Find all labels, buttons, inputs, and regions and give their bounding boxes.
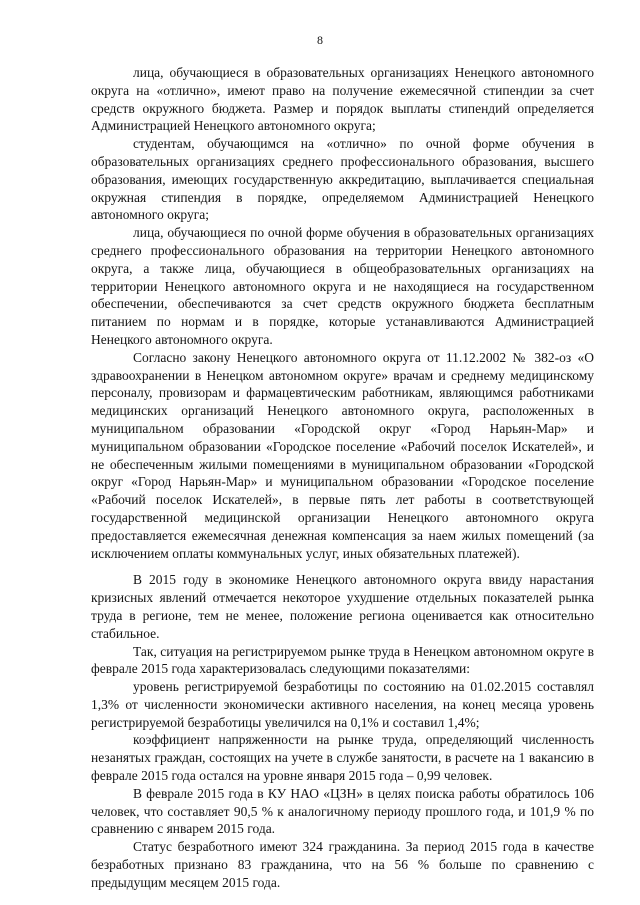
paragraph-economy-2015: В 2015 году в экономике Ненецкого автономного округа ввиду нарастания кризисных явлений отмечается некоторое ухудшение отдельных показателей рынка труда в регионе, тем не менее, положение региона оценивается как относительно стабильное. [91, 572, 594, 641]
page-number: 8 [317, 33, 323, 47]
paragraph-special-district-scholarship: студентам, обучающимся на «отлично» по очной форме обучения в образовательных организациях среднего профессионального образования, высшего образования, имеющих государственную аккредитацию, выплачивается специальная окружная стипендия в порядке, определяемом Администрацией Ненецкого автономного округа; [91, 136, 594, 223]
paragraph-free-meals: лица, обучающиеся по очной форме обучения в образовательных организациях среднего профессионального образования на территории Ненецкого автономного округа, а также лица, обучающиеся в общеобразовательных организациях на территории Ненецкого автономного округа и не находящиеся на государственном обеспечении, обеспечиваются за счет средств окружного бюджета бесплатным питанием по нормам и в порядке, которые устанавливаются Администрацией Ненецкого автономного округа. [91, 225, 594, 347]
paragraph-job-seekers-february: В феврале 2015 года в КУ НАО «ЦЗН» в целях поиска работы обратилось 106 человек, что составляет 90,5 % к аналогичному периоду прошлого года, и 101,9 % по сравнению с январем 2015 года. [91, 785, 594, 837]
paragraph-labor-market-situation: Так, ситуация на регистрируемом рынке труда в Ненецком автономном округе в феврале 2015 года характеризовалась следующими показателями: [91, 643, 594, 677]
body-text [91, 64, 594, 892]
paragraph-unemployed-status: Статус безработного имеют 324 гражданина. За период 2015 года в качестве безработных признано 83 гражданина, что на 56 % больше по сравнению с предыдущим месяцем 2015 года. [91, 839, 594, 890]
paragraph-healthcare-law: Согласно закону Ненецкого автономного округа от 11.12.2002 № 382-оз «О здравоохранении в Ненецком автономном округе» врачам и среднему медицинскому персоналу, провизорам и фармацевтическим работникам, являющимся работниками медицинских организаций Ненецкого автономного округа, расположенных в муниципальном образовании «Городской округ «Город Нарьян-Мар» и муниципальном образовании «Городское поселение «Рабочий поселок Искателей», и не обеспеченным жилыми помещениями в муниципальном образовании «Городской округ «Город Нарьян-Мар» и муниципальном образовании «Городское поселение «Рабочий поселок Искателей», в первые пять лет работы в соответствующей государственной медицинской организации Ненецкого автономного округа предоставляется ежемесячная денежная компенсация за наем жилых помещений (за исключением оплаты коммунальных услуг, иных обязательных платежей). [91, 349, 594, 561]
paragraph-unemployment-level: уровень регистрируемой безработицы по состоянию на 01.02.2015 составлял 1,3% от численности экономически активного населения, на конец месяца уровень регистрируемой безработицы увеличился на 0,1% и составил 1,4%; [91, 679, 594, 730]
paragraph-tension-coefficient: коэффициент напряженности на рынке труда, определяющий численность незанятых граждан, состоящих на учете в службе занятости, в расчете на 1 вакансию в феврале 2015 года остался на уровне января 2015 года – 0,99 человек. [91, 732, 594, 784]
paragraph-scholarship-excellent-students: лица, обучающиеся в образовательных организациях Ненецкого автономного округа на «отлично», имеют право на получение ежемесячной стипендии за счет средств окружного бюджета. Размер и порядок выплаты стипендий определяется Администрацией Ненецкого автономного округа; [91, 65, 594, 134]
